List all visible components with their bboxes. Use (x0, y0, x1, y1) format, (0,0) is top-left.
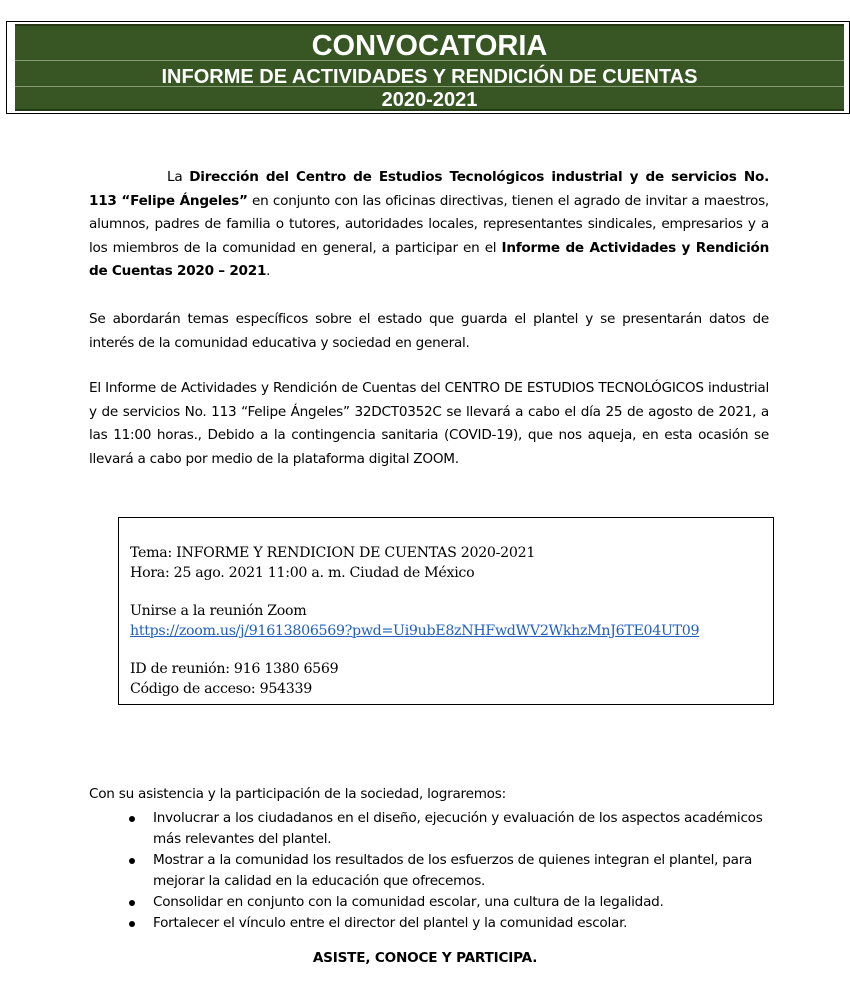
goal-text: Consolidar en conjunto con la comunidad escolar, una cultura de la legalidad. (153, 894, 664, 910)
institution-name: Dirección del Centro de Estudios Tecnológicos industrial y de servicios No. 113 “Felipe Ángeles” (89, 169, 769, 209)
bullet-icon (129, 858, 135, 864)
intro-text: en conjunto con las oficinas directivas, tienen el agrado de invitar a maestros, alumnos, padres de familia o tutores, autoridades locales, representantes sindicales, empresarios y a los miembros de la comunidad en general, a participar en el (89, 192, 769, 256)
header-banner (15, 24, 844, 111)
document-subtitle: INFORME DE ACTIVIDADES Y RENDICIÓN DE CUENTAS (161, 66, 698, 88)
goals-list (89, 808, 779, 934)
document-title: CONVOCATORIA (311, 30, 548, 62)
intro-text: La (167, 169, 190, 185)
topics-paragraph: Se abordarán temas específicos sobre el estado que guarda el plantel y se presentarán datos de interés de la comunidad educativa y sociedad en general. (89, 311, 769, 351)
zoom-passcode: Código de acceso: 954339 (130, 681, 312, 697)
intro-text: . (266, 263, 271, 279)
zoom-meeting-box (118, 517, 774, 705)
zoom-join-label: Unirse a la reunión Zoom (130, 603, 307, 619)
zoom-meeting-link[interactable]: https://zoom.us/j/91613806569?pwd=Ui9ubE8zNHFwdWV2WkhzMnJ6TE04UT09 (130, 623, 700, 639)
bullet-icon (129, 921, 135, 927)
goals-section (89, 784, 779, 934)
call-to-action: ASISTE, CONOCE Y PARTICIPA. (312, 950, 538, 966)
goal-text: Fortalecer el vínculo entre el director del plantel y la comunidad escolar. (153, 915, 628, 931)
goal-text: Involucrar a los ciudadanos en el diseño, ejecución y evaluación de los aspectos académicos más relevantes del plantel. (153, 810, 763, 847)
event-name: Informe de Actividades y Rendición de Cuentas 2020 – 2021 (89, 239, 770, 279)
event-details-paragraph: El Informe de Actividades y Rendición de Cuentas del CENTRO DE ESTUDIOS TECNOLÓGICOS industrial y de servicios No. 113 “Felipe Ángeles” 32DCT0352C se llevará a cabo el día 25 de agosto de 2021, a las 11:00 horas., Debido a la contingencia sanitaria (COVID-19), que nos aqueja, en esta ocasión se llevará a cabo por medio de la plataforma digital ZOOM. (89, 380, 769, 467)
header-frame (6, 21, 850, 114)
intro-paragraph (89, 166, 769, 284)
list-item (89, 850, 779, 892)
zoom-topic: Tema: INFORME Y RENDICION DE CUENTAS 2020-2021 (130, 545, 536, 561)
list-item (89, 892, 779, 913)
document-year: 2020-2021 (381, 89, 478, 111)
goal-text: Mostrar a la comunidad los resultados de los esfuerzos de quienes integran el plantel, para mejorar la calidad en la educación que ofrecemos. (153, 852, 753, 889)
bullet-icon (129, 816, 135, 822)
goals-lead: Con su asistencia y la participación de la sociedad, lograremos: (89, 786, 506, 802)
list-item (89, 913, 779, 934)
list-item (89, 808, 779, 850)
zoom-time: Hora: 25 ago. 2021 11:00 a. m. Ciudad de México (130, 565, 475, 581)
bullet-icon (129, 900, 135, 906)
zoom-meeting-id: ID de reunión: 916 1380 6569 (130, 661, 339, 677)
